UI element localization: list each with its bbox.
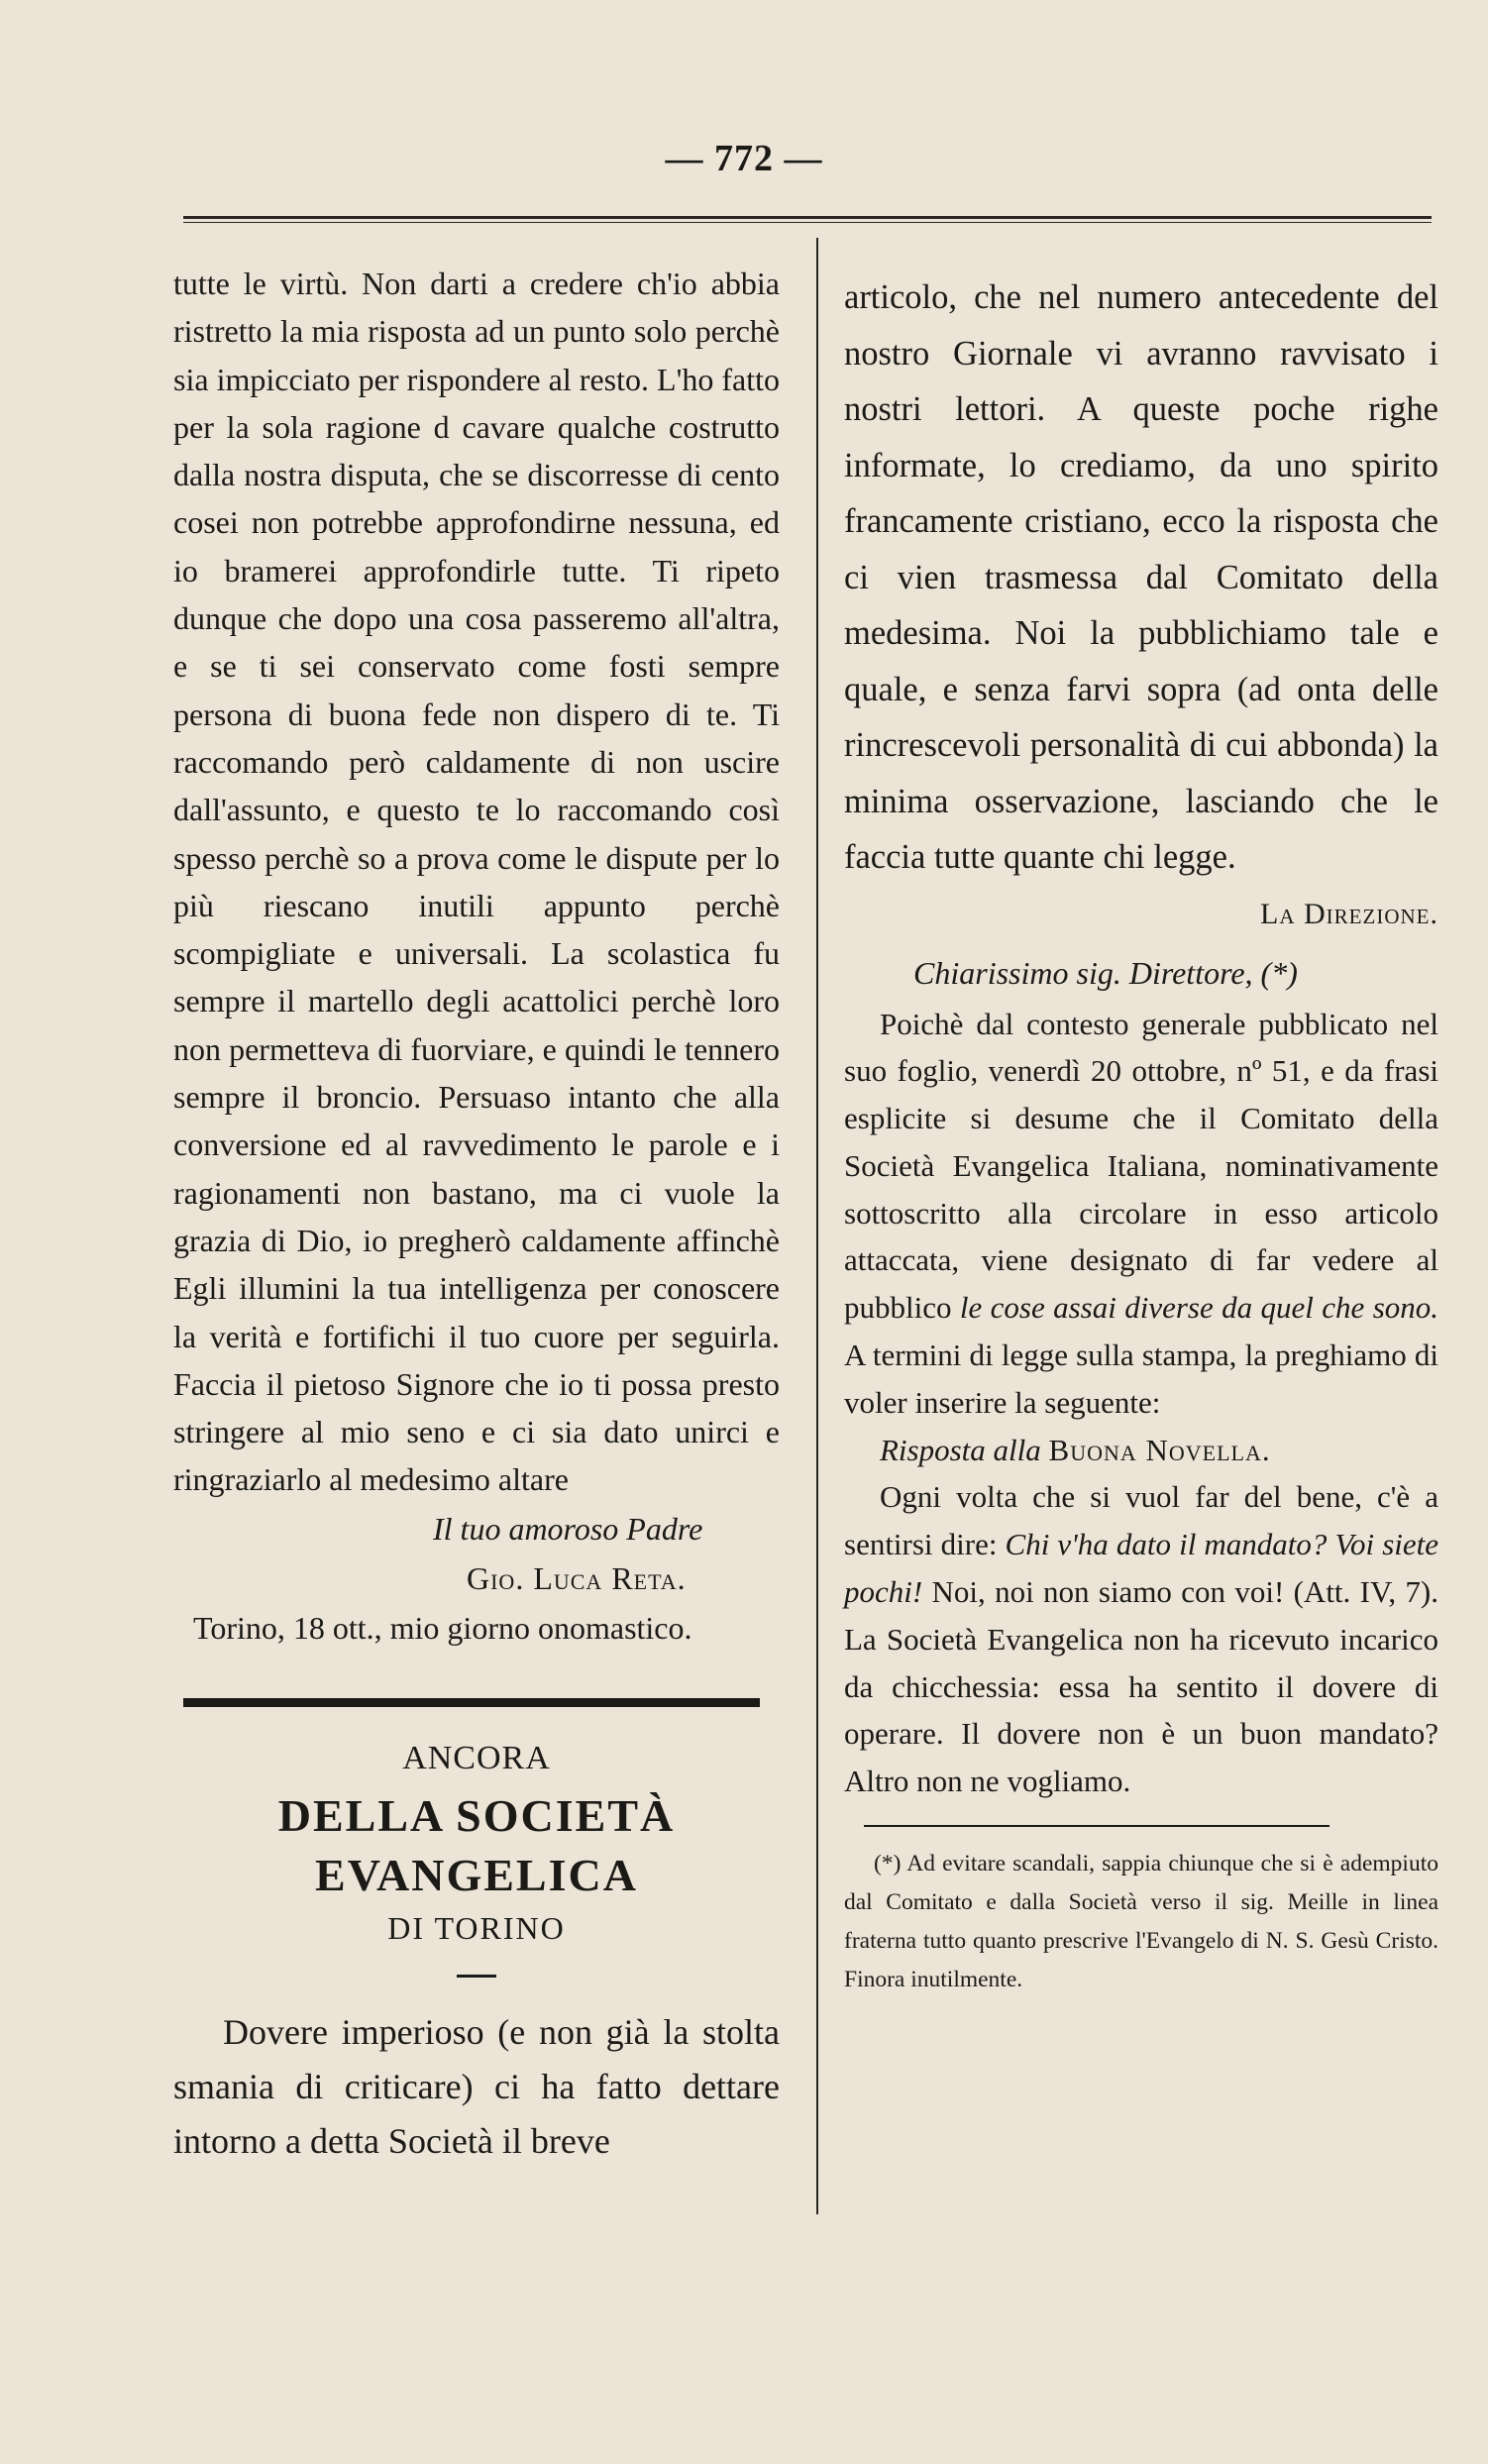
editor-signature: La Direzione.	[1260, 897, 1438, 930]
footnote: (*) Ad evitare scandali, sappia chiunque che si è adempiuto dal Comitato e dalla Società verso il sig. Meille in linea fraterna tutto quanto prescrive l'Evangelo di N. S. Gesù Cristo. Finora inutilmente.	[844, 1851, 1438, 1993]
letter-body: tutte le virtù. Non darti a credere ch'io abbia ristretto la mia risposta ad un punto solo perchè sia impicciato per rispondere al resto. L'ho fatto per la sola ragione d cavare qualche costrutto dalla nostra disputa, che se discorresse di cento cosei non potrebbe approfondirne nessuna, ed io bramerei approfondirle tutte. Ti ripeto dunque che dopo una cosa passeremo all'altra, e se ti sei conservato come fosti sempre persona di buona fede non dispero di te. Ti raccomando però caldamente di non uscire dall'assunto, e questo te lo raccomando così spesso perchè so a prova come le dispute per lo più riescano inutili appunto perchè scompigliate e universali. La scolastica fu sempre il martello degli acattolici perchè loro non permetteva di fuorviare, e quindi le tennero sempre il broncio. Persuaso intanto che alla conversione ed al ravvedimento le parole e i ragionamenti non bastano, ma ci vuole la grazia di Dio, io pregherò caldamente affinchè Egli illumini la tua intelligenza per conoscere la verità e fortifichi il tuo cuore per seguirla. Faccia il pietoso Signore che io ti possa presto stringere al mio seno e ci sia dato unirci e ringraziarlo al medesimo altare	[173, 266, 780, 1498]
letter-p2-italic: Chi v'ha dato il mandato? Voi siete pochi!	[844, 1527, 1439, 1610]
reply-title-smallcaps: Buona Novella.	[1048, 1432, 1271, 1467]
letter-paragraph-1	[844, 1001, 1438, 1427]
article-separator	[183, 1698, 760, 1707]
article-heading-line1: ANCORA	[402, 1739, 551, 1776]
letter-p1-italic: le cose assai diverse da quel che sono.	[959, 1290, 1439, 1326]
footnote-rule	[864, 1825, 1329, 1827]
letter-closing: Il tuo amoroso Padre	[433, 1510, 703, 1547]
right-column	[844, 269, 1438, 1999]
letter-paragraph-2	[844, 1473, 1438, 1805]
letter-p1-end: A termini di legge sulla stampa, la preghiamo di voler inserire la seguente:	[844, 1338, 1438, 1420]
article-heading-line3: DI TORINO	[387, 1909, 566, 1946]
column-divider	[816, 238, 818, 2214]
left-column	[173, 260, 780, 2169]
article-continued: articolo, che nel numero antecedente del nostro Giornale vi avranno ravvisato i nostri lettori. A queste poche righe informate, lo crediamo, da uno spirito francamente cristiano, ecco la risposta che ci vien trasmessa dal Comitato della medesima. Noi la pubblichiamo tale e quale, e senza farvi sopra (ad onta delle rincrescevoli personalità di cui abbonda) la minima osservazione, lasciando che le faccia tutte quante chi legge.	[844, 278, 1438, 876]
article-heading-line2: DELLA SOCIETÀ EVANGELICA	[277, 1789, 676, 1900]
header-rule	[183, 216, 1432, 223]
letter-p1-start: Poichè dal contesto generale pubblicato nel suo foglio, venerdì 20 ottobre, nº 51, e da frasi esplicite si desume che il Comitato della Società Evangelica Italiana, nominativamente sottoscritto alla circolare in esso articolo attaccata, viene designato di far vedere al pubblico	[844, 1006, 1438, 1326]
letter-dateline: Torino, 18 ott., mio giorno onomastico.	[193, 1609, 692, 1646]
article-intro: Dovere imperioso (e non già la stolta smania di criticare) ci ha fatto dettare intorno a detta Società il breve	[173, 2011, 780, 2161]
page-number: — 772 —	[665, 138, 823, 179]
reply-title	[844, 1427, 1438, 1474]
letter-salutation: Chiarissimo sig. Direttore, (*)	[913, 954, 1298, 991]
letter-signature: Gio. Luca Reta.	[467, 1559, 687, 1596]
letter-p2-start: Ogni volta che si vuol far del bene, c'è a sentirsi dire:	[844, 1479, 1438, 1562]
heading-dash	[457, 1975, 496, 1978]
reply-title-italic: Risposta alla	[880, 1432, 1041, 1467]
letter-p2-end: Noi, noi non siamo con voi! (Att. IV, 7). La Società Evangelica non ha ricevuto incarico da chicchessia: essa ha sentito il dovere di operare. Il dovere non è un buon mandato? Altro non ne vogliamo.	[844, 1574, 1438, 1799]
